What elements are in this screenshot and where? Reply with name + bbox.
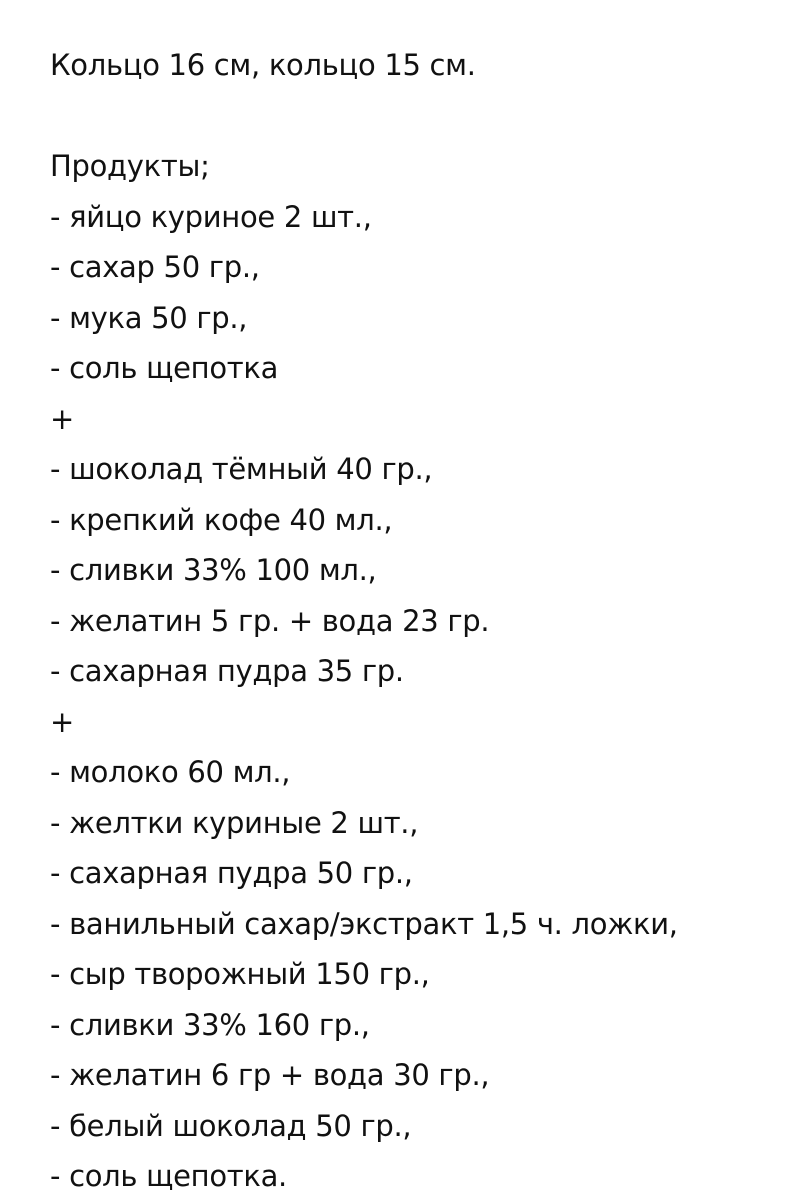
ingredient-line: - сливки 33% 100 мл., [50,553,377,587]
products-title: Продукты; [50,149,210,183]
ingredient-line: - желатин 5 гр. + вода 23 гр. [50,603,490,638]
ingredient-line: - шоколад тёмный 40 гр., [50,452,433,486]
ingredient-line: - белый шоколад 50 гр., [50,1108,412,1143]
group-separator: + [50,401,74,436]
ingredient-line: - соль щепотка. [50,1159,287,1193]
ingredient-line: - мука 50 гр., [50,300,248,335]
ingredient-line: - сливки 33% 160 гр., [50,1007,370,1042]
ingredient-line: - сахарная пудра 50 гр., [50,856,413,890]
ingredient-line: - желатин 6 гр + вода 30 гр., [50,1058,490,1092]
ingredient-line: - ванильный сахар/экстракт 1,5 ч. ложки, [50,906,678,941]
ingredient-line: - соль щепотка [50,351,279,385]
ingredient-line: - желтки куриные 2 шт., [50,805,419,840]
blank-line [50,91,770,142]
ingredient-line: - сахар 50 гр., [50,250,260,284]
ingredient-line: - крепкий кофе 40 мл., [50,502,393,537]
note-header: Кольцо 16 см, кольцо 15 см. [50,48,476,82]
note-body [50,40,770,1202]
ingredient-line: - сахарная пудра 35 гр. [50,654,404,688]
ingredient-line: - яйцо куриное 2 шт., [50,199,372,234]
group-separator: + [50,704,74,739]
ingredient-line: - молоко 60 мл., [50,755,291,789]
ingredient-line: - сыр творожный 150 гр., [50,957,430,991]
